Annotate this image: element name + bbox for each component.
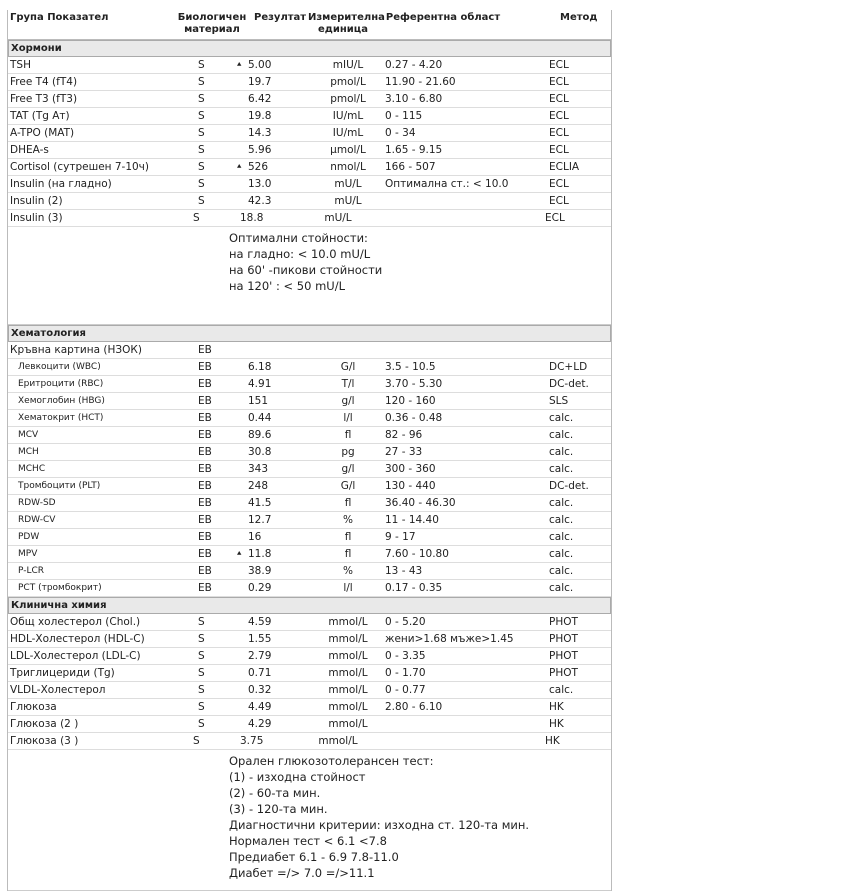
footnote-line: Диагностични критерии: изходна ст. 120-та мин. [229, 818, 530, 832]
section-header: Хематология [8, 325, 611, 342]
test-name: Free T4 (fT4) [10, 76, 78, 88]
footnote-text [229, 230, 382, 294]
test-name: MCH [18, 447, 39, 457]
table-row [8, 580, 611, 597]
test-name: RDW-CV [18, 515, 56, 525]
test-name: Free T3 (fT3) [10, 93, 78, 105]
reference-range: 11.90 - 21.60 [385, 76, 456, 88]
table-row [8, 563, 611, 580]
material: EB [198, 344, 212, 356]
table-row [8, 342, 611, 359]
method: calc. [549, 531, 574, 543]
reference-range: 0 - 1.70 [385, 667, 426, 679]
result-value: 18.8 [240, 212, 264, 224]
result-value: 0.32 [248, 684, 272, 696]
reference-range: 300 - 360 [385, 463, 436, 475]
test-name: A-TPO (MAT) [10, 127, 75, 139]
table-row [8, 142, 611, 159]
unit: fl [344, 497, 352, 509]
result-value: 13.0 [248, 178, 272, 190]
table-row [8, 193, 611, 210]
test-name: Cortisol (сутрешен 7-10ч) [10, 161, 149, 173]
test-name: LDL-Холестерол (LDL-C) [10, 650, 141, 662]
table-row [8, 614, 611, 631]
table-row [8, 57, 611, 74]
table-row [8, 733, 611, 750]
result-value: 19.7 [248, 76, 272, 88]
table-row [8, 529, 611, 546]
result-value: 5.96 [248, 144, 272, 156]
material: EB [198, 548, 212, 560]
table-row [8, 74, 611, 91]
method: HK [549, 718, 564, 730]
unit: mmol/L [318, 735, 358, 747]
unit: pmol/L [330, 93, 366, 105]
result-value: 526 [248, 161, 269, 173]
material: S [198, 616, 205, 628]
result-value: 1.55 [248, 633, 272, 645]
reference-range: 0 - 34 [385, 127, 416, 139]
unit: IU/mL [332, 110, 364, 122]
unit: mmol/L [328, 718, 368, 730]
method: ECL [549, 195, 569, 207]
unit: mU/L [334, 195, 362, 207]
table-row [8, 125, 611, 142]
table-row [8, 631, 611, 648]
unit: mmol/L [328, 616, 368, 628]
table-row [8, 495, 611, 512]
result-value: 16 [248, 531, 262, 543]
footnote-line: Диабет =/> 7.0 =/>11.1 [229, 866, 375, 880]
table-row [8, 546, 611, 563]
unit: fl [344, 429, 352, 441]
result-value: 4.91 [248, 378, 272, 390]
reference-range: Оптимална ст.: < 10.0 [385, 178, 509, 190]
reference-range: 3.5 - 10.5 [385, 361, 436, 373]
method: calc. [549, 565, 574, 577]
test-name: P-LCR [18, 566, 45, 576]
header-result: Резултат [254, 12, 307, 23]
test-name: Хемоглобин (HBG) [18, 396, 105, 406]
test-name: Insulin (2) [10, 195, 63, 207]
high-arrow-icon: ⯅ [236, 549, 243, 558]
method: ECL [549, 144, 569, 156]
unit: mmol/L [328, 650, 368, 662]
material: EB [198, 514, 212, 526]
method: ECL [549, 59, 569, 71]
table-row [8, 512, 611, 529]
footnote-line: Нормален тест < 6.1 <7.8 [229, 834, 387, 848]
section-header: Хормони [8, 40, 611, 57]
footnote-text [229, 753, 529, 881]
table-row [8, 665, 611, 682]
reference-range: 13 - 43 [385, 565, 423, 577]
high-arrow-icon: ⯅ [236, 60, 243, 69]
method: calc. [549, 548, 574, 560]
result-value: 2.79 [248, 650, 272, 662]
unit: G/l [340, 480, 356, 492]
result-value: 0.29 [248, 582, 272, 594]
reference-range: 120 - 160 [385, 395, 436, 407]
header-group: Група Показател [10, 12, 109, 23]
material: S [193, 212, 200, 224]
test-name: VLDL-Холестерол [10, 684, 106, 696]
result-value: 41.5 [248, 497, 272, 509]
high-arrow-icon: ⯅ [236, 162, 243, 171]
test-name: Insulin (3) [10, 212, 63, 224]
unit: % [343, 565, 353, 577]
reference-range: 0 - 5.20 [385, 616, 426, 628]
table-row [8, 393, 611, 410]
method: DC-det. [549, 480, 589, 492]
footnote-line: на 60' -пикови стойности [229, 263, 383, 277]
result-value: 4.59 [248, 616, 272, 628]
header-unit: Измерителна единица [308, 12, 385, 35]
footnote [8, 227, 611, 325]
footnote-line: Предиабет 6.1 - 6.9 7.8-11.0 [229, 850, 399, 864]
material: S [198, 701, 205, 713]
unit: fl [344, 548, 352, 560]
method: calc. [549, 463, 574, 475]
material: S [198, 144, 205, 156]
material: S [198, 178, 205, 190]
method: SLS [549, 395, 569, 407]
table-row [8, 682, 611, 699]
table-row [8, 176, 611, 193]
reference-range: 36.40 - 46.30 [385, 497, 456, 509]
method: DC+LD [549, 361, 588, 373]
unit: mU/L [334, 178, 362, 190]
method: calc. [549, 446, 574, 458]
reference-range: 0.17 - 0.35 [385, 582, 443, 594]
footnote [8, 750, 611, 891]
material: S [198, 633, 205, 645]
result-value: 6.18 [248, 361, 272, 373]
reference-range: 7.60 - 10.80 [385, 548, 449, 560]
reference-range: 9 - 17 [385, 531, 416, 543]
method: PHOT [549, 633, 578, 645]
header-method: Метод [560, 12, 598, 23]
result-value: 12.7 [248, 514, 272, 526]
result-value: 4.49 [248, 701, 272, 713]
unit: pg [341, 446, 355, 458]
material: EB [198, 378, 212, 390]
material: S [198, 684, 205, 696]
reference-range: 0 - 0.77 [385, 684, 426, 696]
method: PHOT [549, 650, 578, 662]
material: EB [198, 429, 212, 441]
table-row [8, 427, 611, 444]
table-row [8, 359, 611, 376]
table-row [8, 648, 611, 665]
method: PHOT [549, 616, 578, 628]
unit: mmol/L [328, 667, 368, 679]
result-value: 248 [248, 480, 269, 492]
method: calc. [549, 412, 574, 424]
test-name: Кръвна картина (НЗОК) [10, 344, 142, 356]
test-name: Триглицериди (Tg) [10, 667, 115, 679]
result-value: 14.3 [248, 127, 272, 139]
result-value: 0.71 [248, 667, 272, 679]
method: calc. [549, 514, 574, 526]
unit: % [343, 514, 353, 526]
method: ECLIA [549, 161, 580, 173]
test-name: MCHC [18, 464, 46, 474]
material: EB [198, 412, 212, 424]
reference-range: 0.27 - 4.20 [385, 59, 443, 71]
material: EB [198, 582, 212, 594]
section-header: Клинична химия [8, 597, 611, 614]
test-name: HDL-Холестерол (HDL-C) [10, 633, 145, 645]
table-row [8, 716, 611, 733]
unit: g/l [341, 395, 355, 407]
result-value: 38.9 [248, 565, 272, 577]
unit: µmol/L [330, 144, 366, 156]
unit: IU/mL [332, 127, 364, 139]
footnote-line: (1) - изходна стойност [229, 770, 366, 784]
table-row [8, 91, 611, 108]
method: ECL [549, 178, 569, 190]
reference-range: 82 - 96 [385, 429, 423, 441]
material: S [198, 718, 205, 730]
material: EB [198, 497, 212, 509]
table-row [8, 108, 611, 125]
unit: G/l [340, 361, 356, 373]
test-name: Глюкоза [10, 701, 57, 713]
test-name: Глюкоза (2 ) [10, 718, 79, 730]
unit: pmol/L [330, 76, 366, 88]
test-name: Хематокрит (HCT) [18, 413, 104, 423]
unit: T/l [341, 378, 355, 390]
reference-range: 2.80 - 6.10 [385, 701, 443, 713]
footnote-line: (2) - 60-та мин. [229, 786, 321, 800]
header-ref: Референтна област [385, 12, 501, 23]
material: EB [198, 446, 212, 458]
material: S [198, 195, 205, 207]
result-value: 89.6 [248, 429, 272, 441]
reference-range: 0 - 3.35 [385, 650, 426, 662]
material: S [198, 161, 205, 173]
reference-range: 27 - 33 [385, 446, 423, 458]
table-header [8, 10, 611, 40]
result-value: 151 [248, 395, 269, 407]
material: EB [198, 565, 212, 577]
result-value: 5.00 [248, 59, 272, 71]
table-row [8, 461, 611, 478]
reference-range: 130 - 440 [385, 480, 436, 492]
material: S [198, 93, 205, 105]
test-name: TSH [10, 59, 31, 71]
test-name: Тромбоцити (PLT) [18, 481, 101, 491]
table-row [8, 410, 611, 427]
reference-range: 166 - 507 [385, 161, 436, 173]
test-name: MPV [18, 549, 38, 559]
test-name: PCT (тромбокрит) [18, 583, 102, 593]
unit: g/l [341, 463, 355, 475]
material: EB [198, 480, 212, 492]
table-row [8, 478, 611, 495]
material: EB [198, 463, 212, 475]
test-name: PDW [18, 532, 40, 542]
test-name: Общ холестерол (Chol.) [10, 616, 141, 628]
material: S [198, 110, 205, 122]
table-row [8, 159, 611, 176]
method: ECL [549, 110, 569, 122]
reference-range: 3.10 - 6.80 [385, 93, 443, 105]
reference-range: 1.65 - 9.15 [385, 144, 443, 156]
result-value: 3.75 [240, 735, 264, 747]
method: calc. [549, 497, 574, 509]
material: S [198, 127, 205, 139]
material: EB [198, 361, 212, 373]
table-row [8, 699, 611, 716]
result-value: 343 [248, 463, 269, 475]
material: S [198, 650, 205, 662]
method: HK [545, 735, 560, 747]
result-value: 6.42 [248, 93, 272, 105]
material: S [198, 76, 205, 88]
footnote-line: Оптимални стойности: [229, 231, 368, 245]
material: EB [198, 395, 212, 407]
reference-range: жени>1.68 мъже>1.45 [385, 633, 514, 645]
reference-range: 11 - 14.40 [385, 514, 439, 526]
method: calc. [549, 582, 574, 594]
unit: l/l [343, 412, 353, 424]
method: ECL [549, 127, 569, 139]
unit: mU/L [324, 212, 352, 224]
footnote-line: на 120' : < 50 mU/L [229, 279, 345, 293]
footnote-line: (3) - 120-та мин. [229, 802, 328, 816]
method: HK [549, 701, 564, 713]
reference-range: 0.36 - 0.48 [385, 412, 443, 424]
result-value: 30.8 [248, 446, 272, 458]
method: ECL [549, 76, 569, 88]
footnote-line: на гладно: < 10.0 mU/L [229, 247, 371, 261]
result-value: 19.8 [248, 110, 272, 122]
test-name: Insulin (на гладно) [10, 178, 112, 190]
method: PHOT [549, 667, 578, 679]
test-name: Глюкоза (3 ) [10, 735, 79, 747]
unit: mIU/L [332, 59, 364, 71]
test-name: DHEA-s [10, 144, 49, 156]
reference-range: 0 - 115 [385, 110, 423, 122]
result-value: 42.3 [248, 195, 272, 207]
material: EB [198, 531, 212, 543]
unit: mmol/L [328, 633, 368, 645]
method: ECL [549, 93, 569, 105]
header-bio: Биологичен материал [177, 12, 247, 35]
unit: mmol/L [328, 701, 368, 713]
table-row [8, 444, 611, 461]
result-value: 0.44 [248, 412, 272, 424]
result-value: 4.29 [248, 718, 272, 730]
method: ECL [545, 212, 565, 224]
material: S [193, 735, 200, 747]
result-value: 11.8 [248, 548, 272, 560]
method: DC-det. [549, 378, 589, 390]
test-name: Левкоцити (WBC) [18, 362, 101, 372]
test-name: TAT (Tg Ат) [10, 110, 70, 122]
footnote-line: Орален глюкозотолерансен тест: [229, 754, 434, 768]
material: S [198, 667, 205, 679]
unit: mmol/L [328, 684, 368, 696]
table-row [8, 376, 611, 393]
lab-results-table [7, 10, 612, 891]
table-row [8, 210, 611, 227]
reference-range: 3.70 - 5.30 [385, 378, 443, 390]
method: calc. [549, 429, 574, 441]
unit: fl [344, 531, 352, 543]
test-name: RDW-SD [18, 498, 56, 508]
material: S [198, 59, 205, 71]
unit: l/l [343, 582, 353, 594]
method: calc. [549, 684, 574, 696]
unit: nmol/L [330, 161, 366, 173]
test-name: Еритроцити (RBC) [18, 379, 104, 389]
test-name: MCV [18, 430, 39, 440]
